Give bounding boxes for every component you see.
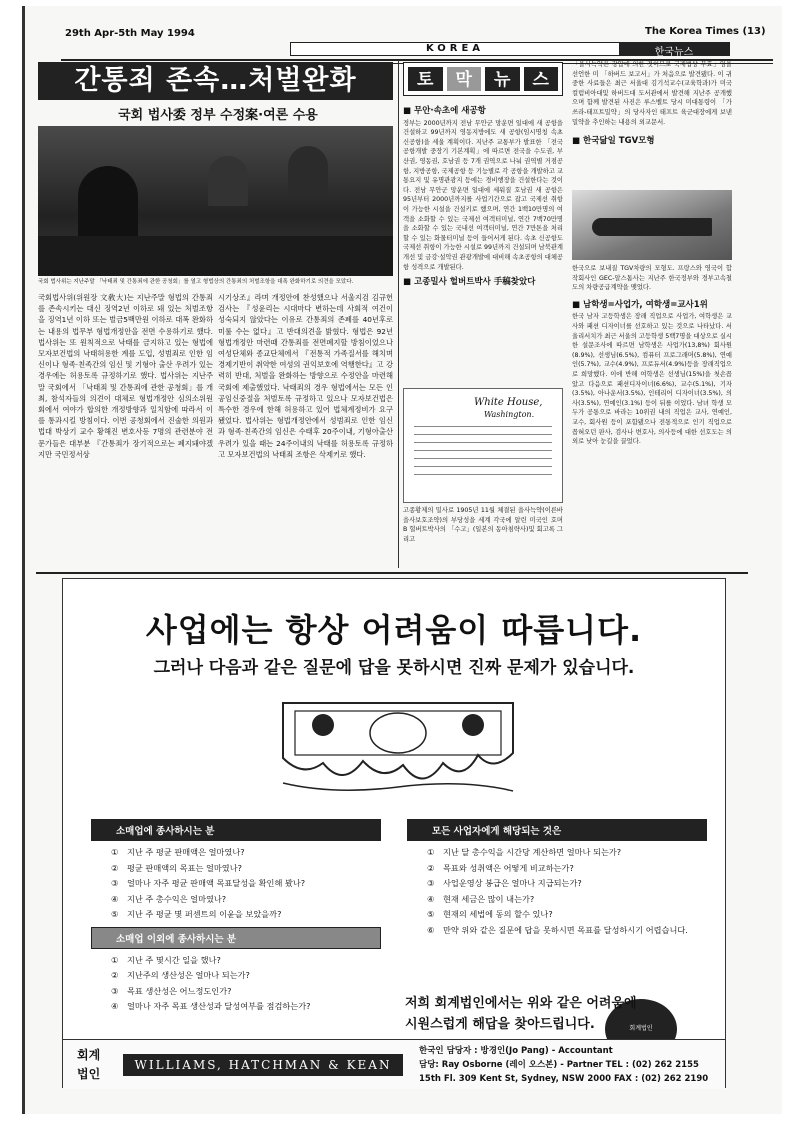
contact-info xyxy=(419,1044,708,1086)
letter-heading: Washington. xyxy=(484,410,535,419)
firm-name-logo: WILLIAMS, HATCHMAN & KEAN xyxy=(123,1054,403,1076)
side-news-column-2 xyxy=(572,60,732,149)
question-item: ① 지난 주 몇시간 일을 했나? xyxy=(111,954,221,965)
page-label: The Korea Times (13) xyxy=(645,26,766,37)
side-news-column-2b xyxy=(572,264,732,447)
issue-date: 29th Apr-5th May 1994 xyxy=(65,28,195,39)
attendee-figure xyxy=(208,156,248,206)
question-item: ⑤ 현재의 세법에 동의 할수 있나? xyxy=(427,909,553,919)
question-item: ③ 사업운영상 봉급은 얼마나 지급되는가? xyxy=(427,878,582,888)
ad-footer xyxy=(63,1039,725,1089)
firm-label: 회계 법인 xyxy=(77,1048,101,1081)
all-business-question-list xyxy=(407,841,707,942)
question-item: ⑥ 만약 위와 같은 질문에 답을 못하시면 목표를 달성하시기 어렵습니다. xyxy=(427,924,688,935)
ad-subtitle: 그러나 다음과 같은 질문에 답을 못하시면 진짜 문제가 있습니다. xyxy=(153,658,635,678)
handwritten-letter-image xyxy=(403,388,563,503)
contact-line: 15th Fl. 309 Kent St, Sydney, NSW 2000 FAX : (02) 262 2190 xyxy=(419,1074,709,1084)
question-item: ② 목표와 성취액은 어떻게 비교하는가? xyxy=(427,862,574,873)
tgv-train-photo xyxy=(572,190,732,260)
contact-line: 한국인 담당자 : 방경인(Jo Pang) - Accountant xyxy=(419,1046,613,1056)
closing-line: 저희 회계법인에서는 위와 같은 어려움에 xyxy=(405,996,637,1011)
accounting-advertisement xyxy=(62,578,726,1088)
photo-caption: 국회 법사위는 지난주말 「낙태죄 및 간통죄에 관한 공청회」를 열고 형법상의 간통죄의 처벌조항을 대폭 완화하기로 의견을 모았다. xyxy=(38,279,354,285)
article-column-1: 국회법사위(위원장 文敎大)는 지난주말 형법의 간통죄를 존속시키는 대신 징역2년 이하로 돼 있는 처벌조항을 징역1년 이하 또는 벌금5백만원 이하로 대폭 완화하는 내용의 법무부 형법개정안을 전면 수용하기로 했다. 법사위는 또 원칙적으로 낙태를 금지하고 있는 형법에 모자보건법의 낙태허용한 계를 도입, 성범죄로 인한 임신이나 형족·친족간의 임신 및 기형아 출산 우려가 있는 경우에는 허용토록 규정하기로 했다. 법사위는 지난주말 국회에서 「낙태죄 및 간통죄에 관한 공청회」를 개최, 참석자들의 의견이 대체로 형법개정안 심의소위원회에서 여야가 합의한 개정방향과 일치함에 따라서 이를 통과시킬 방침이다. 이번 공청회에서 진술한 의원과 법대 박상기 교수 황해진 변호사등 7명의 관련분야 전문가들은 대부분 『간통죄가 장기적으로는 폐지돼야겠지만 국민정서상 xyxy=(38,293,213,459)
top-news-banner xyxy=(403,62,563,96)
news-item-title: ■ 무안·속초에 새공항 xyxy=(403,106,486,116)
hearing-photo xyxy=(38,126,393,276)
column-divider xyxy=(398,60,399,568)
retail-question-list xyxy=(91,841,381,927)
news-item-title: ■ 남학생=사업가, 여학생=교사1위 xyxy=(572,299,708,310)
retail-box-header: 소매업에 종사하시는 분 xyxy=(91,819,381,841)
banner-tile: 토 xyxy=(408,67,443,91)
side-news-continued xyxy=(403,506,563,544)
question-item: ③ 얼마나 자주 평균 판매액 목표달성을 확인해 봤나? xyxy=(111,878,306,888)
desk xyxy=(38,236,393,276)
news-item-body: 한국 남자 고등학생은 장래 직업으로 사업가, 여학생은 교사와 패션 디자이너를 선호하고 있는 것으로 나타났다. 서울리서치가 최근 서울의 고등학생 5백7명을 대상으로 실시한 설문조사에 따르면 남학생은 사업가(13,8%) 회사원(8.9%), 선생님(6.5%), 컴퓨터 프로그래머(5.8%), 연예인(5.7%), 교수(4.9%), 프로듀서(4.9%)등을 장래직업으로 희망했다. 이에 반해 여학생은 선생님(15%)을 첫손꼽았고 다음으로 패션디자이너(6.6%), 교수(5.1%), 기자(3.5%), 아나운서(3.5%), 인테리어 디자이너(3.5%), 의사(3.5%), 연예인(3.1%) 등이 뒤를 이었다. 남녀 학생 모두가 공통으로 바라는 10위권 내의 직업은 교사, 연예인, 교수, 회사원 등이 포함됐으나 전통적으로 인기 직업으로 꼽혀오던 판사, 검사나 변호사, 의사등에 대한 선호도는 의외로 낮아 눈길을 끌었다. xyxy=(572,313,732,446)
side-news-column-1 xyxy=(403,104,563,290)
main-subhead: 국회 법사委 정부 수정案·여론 수용 xyxy=(118,108,318,123)
banner-tile: 막 xyxy=(447,67,482,91)
firm-seal: 회계법인 xyxy=(605,999,677,1059)
news-item-body: 한국으로 보내질 TGV차량의 모형도. 프랑스와 영국이 합작회사인 GEC-알스톰사는 지난주 한국정부와 경부고속철도의 차량공급계약을 맺었다. xyxy=(572,265,732,292)
attendee-figure xyxy=(288,146,328,196)
non-retail-box-header: 소매업 이외에 종사하시는 분 xyxy=(91,927,381,949)
news-item-body: 「을사늑약은 강압에 의한 것이므로 국제법상 무효」임을 선언한 미 「하버드 보고서」가 처음으로 발견됐다. 이 귀중한 사료들은 최근 서울대 김기석교수(교육학과)가 미국 컬럼비아대및 하버드대 도서관에서 발견해 지난주 공개했으며 함께 발견된 사진은 루스벨트 당시 미대통령이 「가쓰라-태프트밀약」의 당사자인 태프트 육군대장에게 보낸 밀약을 추인하는 내용의 외교문서. xyxy=(572,61,732,126)
news-item-body: 정부는 2000년까지 전남 무안군 망운면 일대에 새 공항을 건설하고 99년까지 영동지방에도 새 공항(임시명칭 속초신공항)을 세울 계획이다. 지난주 교통부가 발표한 「전국 공항개발 중장기 기본계획」에 따르면 전국을 수도권, 부산권, 영동권, 호남권 등 7개 권역으로 나눠 권역별 거점공항, 지방공항, 국제공항 등 기능별로 각 공항을 개발하고 교통요지 및 유명관광지 등에는 경비행장을 건설한다는 것이다. 전남 무안군 망운면 일대에 세워질 호남권 새 공항은 95년부터 2000년까지를 사업기간으로 잡고 국제선 취항이 가능한 시설을 건설키로 했으며, 연간 1백10만명의 여객을 소화할 수 있는 국제선 여객터미널, 연간 7백70만명을 소화할 수 있는 국내선 여객터미널, 연간 7만톤을 처리할 수 있는 화물터미널 등이 들어서게 된다. 속초 신공항도 국제선 취항이 가능한 시설로 99년까지 건설되며 남북관계개선 및 금강·설악권 관광개발에 대비해 속초공항의 대체공항 성격으로 개발된다. xyxy=(403,119,563,271)
speaker-figure xyxy=(78,166,138,246)
ad-title: 사업에는 항상 어려움이 따릅니다. xyxy=(145,611,643,649)
question-item: ① 지난 달 총수익을 시간당 계산하면 얼마나 되는가? xyxy=(427,847,622,857)
main-headline: 간통죄 존속…처벌완화 xyxy=(38,62,393,100)
question-item: ④ 현재 세금은 많이 내는가? xyxy=(427,893,535,904)
melting-money-illustration xyxy=(263,683,533,803)
closing-line: 시원스럽게 해답을 찾아드립니다. xyxy=(405,1017,595,1032)
all-business-box-header: 모든 사업자에게 해당되는 것은 xyxy=(407,819,707,841)
news-item-title: ■ 고종밀사 헐버트박사 手稿찾았다 xyxy=(403,277,536,288)
banner-tile: 스 xyxy=(524,67,559,91)
banner-tile: 뉴 xyxy=(485,67,520,91)
question-item: ② 지난주의 생산성은 얼마나 되는가? xyxy=(111,970,250,980)
section-news-kr: 한국뉴스 xyxy=(619,43,729,55)
section-korea: KOREA xyxy=(291,43,619,55)
section-bar xyxy=(290,42,730,56)
letter-heading: White House, xyxy=(474,397,543,408)
contact-line: 담당: Ray Osborne (레이 오스본) - Partner TEL : (02) 262 2155 xyxy=(419,1060,699,1070)
question-item: ① 지난 주 평균 판매액은 얼마였나? xyxy=(111,847,245,857)
news-item-body: 고종황제의 밀사로 1905년 11월 체결된 을사늑약(이른바 을사보호조약)의 부당성을 세계 각국에 알린 미국인 호머 B 헐버트박사의 「수고」(일본의 동아침략사)및 회고록 그리고 xyxy=(403,507,563,543)
question-item: ② 평균 판매액의 목표는 얼마였나? xyxy=(111,862,242,873)
ad-closing xyxy=(405,993,655,1035)
train-nose xyxy=(592,218,712,236)
article-column-2: 시기상조』라며 개정안에 찬성했으나 서울지검 김규헌 검사는 『성윤리는 시대마다 변하는데 사회적 여건이 성숙되지 않았다는 이유로 간통죄의 존폐를 40년후로 미룰 수는 없다』고 반대의견을 밝혔다. 형법은 92년 형법개정안 마련때 간통죄를 전면폐지할 방침이었으나 여성단체와 종교단체에서 『전통적 가족질서를 해치며 경제기반이 취약한 여성의 권익보호에 역행한다』고 강력히 반대, 처벌을 완화하는 방향으로 수정안을 마련해 국회에 제출했었다. 낙태죄의 경우 형법에서는 모든 인공임신중절을 처벌토록 규정하고 있으나 모자보건법은 특수한 경우에 한해 허용하고 있어 법체계정비가 요구됐었다. 법사위는 형법개정안에서 성범죄로 인한 임신과 형족·친족간의 임신은 수태후 20주이내, 기형아출산 우려가 있을 때는 24주이내의 낙태를 허용토록 규정하고 모자보건법의 낙태죄 조항은 삭제키로 했다. xyxy=(218,293,393,459)
section-divider xyxy=(36,572,748,574)
all-business-questions xyxy=(407,819,707,942)
question-item: ⑤ 지난 주 평균 몇 퍼센트의 이윤을 보았을까? xyxy=(111,909,282,919)
question-item: ④ 지난 주 총수익은 얼마였나? xyxy=(111,893,227,904)
question-item: ④ 얼마나 자주 목표 생산성과 달성여부를 점검하는가? xyxy=(111,1001,311,1011)
non-retail-question-list xyxy=(91,949,381,1019)
question-item: ③ 목표 생산성은 어느정도인가? xyxy=(111,985,232,996)
news-item-title: ■ 한국닮일 TGV모형 xyxy=(572,136,655,147)
retail-questions xyxy=(91,819,381,1019)
